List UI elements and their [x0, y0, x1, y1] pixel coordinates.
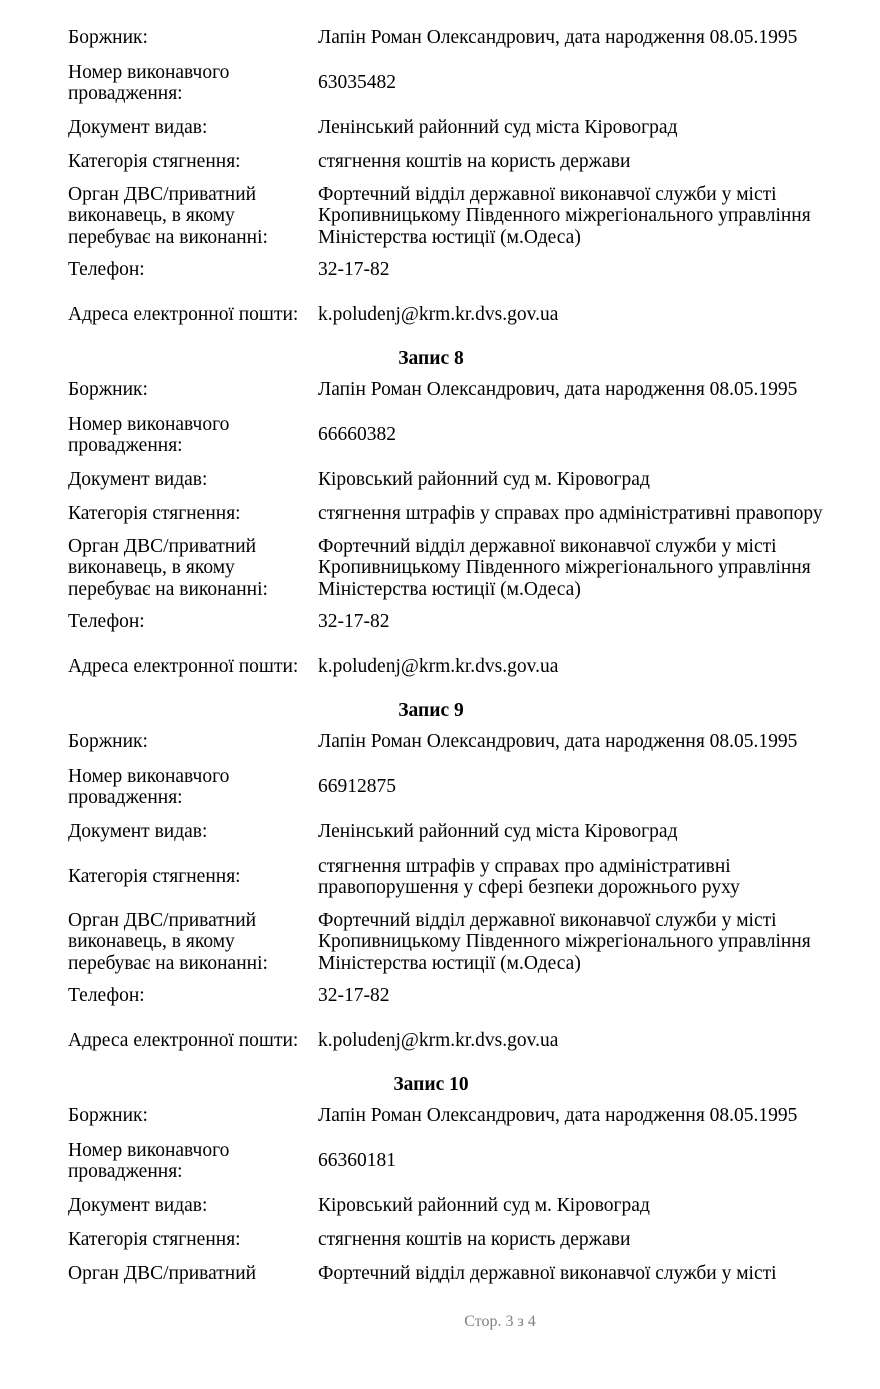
phone-value: 32-17-82 [318, 985, 390, 1007]
document-issued-value: Кіровський районний суд м. Кіровоград [318, 1195, 650, 1217]
organ-value: Фортечний відділ державної виконавчої служби у місті [318, 1263, 777, 1285]
debtor-value: Лапін Роман Олександрович, дата народження 08.05.1995 [318, 1105, 798, 1127]
case-number-row [68, 60, 880, 106]
case-number-value: 66912875 [318, 776, 396, 798]
document-issued-label: Документ видав: [68, 117, 208, 139]
debtor-value: Лапін Роман Олександрович, дата народження 08.05.1995 [318, 379, 798, 401]
page-number: Стор. 3 з 4 [464, 1313, 536, 1330]
organ-row [68, 184, 880, 248]
organ-value: Фортечний відділ державної виконавчої служби у місті Кропивницькому Південного міжрегіонального управління Міністерства юстиції (м.Одеса) [318, 183, 811, 248]
phone-value: 32-17-82 [318, 259, 390, 281]
document-issued-row [68, 468, 880, 492]
phone-row [68, 258, 880, 282]
document-issued-value: Ленінський районний суд міста Кіровоград [318, 821, 678, 843]
document-issued-label: Документ видав: [68, 469, 208, 491]
category-label: Категорія стягнення: [68, 866, 241, 888]
category-row [68, 854, 880, 900]
email-label: Адреса електронної пошти: [68, 1030, 299, 1052]
category-row [68, 1228, 880, 1252]
debtor-value: Лапін Роман Олександрович, дата народження 08.05.1995 [318, 731, 798, 753]
email-label: Адреса електронної пошти: [68, 304, 299, 326]
organ-label: Орган ДВС/приватний виконавець, в якому перебуває на виконанні: [68, 183, 268, 248]
document-issued-row [68, 116, 880, 140]
debtor-value: Лапін Роман Олександрович, дата народження 08.05.1995 [318, 27, 798, 49]
case-number-value: 66360181 [318, 1150, 396, 1172]
email-value: k.poludenj@krm.kr.dvs.gov.ua [318, 656, 559, 678]
document-issued-label: Документ видав: [68, 1195, 208, 1217]
document-issued-row [68, 1194, 880, 1218]
category-value: стягнення коштів на користь держави [318, 1229, 631, 1251]
organ-label: Орган ДВС/приватний виконавець, в якому перебуває на виконанні: [68, 535, 268, 600]
organ-label: Орган ДВС/приватний [68, 1263, 257, 1285]
document-issued-row [68, 820, 880, 844]
debtor-row [68, 378, 880, 402]
record-title: Запис 10 [393, 1074, 469, 1095]
category-label: Категорія стягнення: [68, 151, 241, 173]
debtor-label: Боржник: [68, 379, 148, 401]
category-row [68, 150, 880, 174]
category-value: стягнення штрафів у справах про адміністративні правопорушення у сфері безпеки дорожнього руху [318, 855, 740, 898]
debtor-label: Боржник: [68, 1105, 148, 1127]
case-number-label: Номер виконавчого провадження: [68, 61, 230, 104]
case-number-label: Номер виконавчого провадження: [68, 765, 230, 808]
email-value: k.poludenj@krm.kr.dvs.gov.ua [318, 1030, 559, 1052]
debtor-label: Боржник: [68, 27, 148, 49]
case-number-label: Номер виконавчого провадження: [68, 413, 230, 456]
organ-label: Орган ДВС/приватний виконавець, в якому перебуває на виконанні: [68, 909, 268, 974]
case-number-value: 63035482 [318, 72, 396, 94]
organ-row [68, 910, 880, 974]
phone-row [68, 610, 880, 634]
organ-value: Фортечний відділ державної виконавчої служби у місті Кропивницькому Південного міжрегіонального управління Міністерства юстиції (м.Одеса) [318, 909, 811, 974]
email-label: Адреса електронної пошти: [68, 656, 299, 678]
document-issued-value: Ленінський районний суд міста Кіровоград [318, 117, 678, 139]
category-label: Категорія стягнення: [68, 503, 241, 525]
debtor-label: Боржник: [68, 731, 148, 753]
email-row [68, 644, 880, 690]
case-number-row [68, 412, 880, 458]
record-title: Запис 8 [398, 348, 464, 369]
phone-value: 32-17-82 [318, 611, 390, 633]
case-number-row [68, 1138, 880, 1184]
record-title: Запис 9 [398, 700, 464, 721]
debtor-row [68, 730, 880, 754]
phone-label: Телефон: [68, 985, 145, 1007]
category-value: стягнення коштів на користь держави [318, 151, 631, 173]
document-issued-value: Кіровський районний суд м. Кіровоград [318, 469, 650, 491]
email-row [68, 292, 880, 338]
document-body [68, 26, 880, 1286]
email-value: k.poludenj@krm.kr.dvs.gov.ua [318, 304, 559, 326]
debtor-row [68, 26, 880, 50]
category-value: стягнення штрафів у справах про адміністративні правопору [318, 503, 823, 525]
organ-value: Фортечний відділ державної виконавчої служби у місті Кропивницькому Південного міжрегіонального управління Міністерства юстиції (м.Одеса) [318, 535, 811, 600]
document-issued-label: Документ видав: [68, 821, 208, 843]
category-label: Категорія стягнення: [68, 1229, 241, 1251]
organ-row [68, 1262, 880, 1286]
case-number-label: Номер виконавчого провадження: [68, 1139, 230, 1182]
case-number-row [68, 764, 880, 810]
phone-label: Телефон: [68, 259, 145, 281]
phone-row [68, 984, 880, 1008]
phone-label: Телефон: [68, 611, 145, 633]
case-number-value: 66660382 [318, 424, 396, 446]
category-row [68, 502, 880, 526]
email-row [68, 1018, 880, 1064]
debtor-row [68, 1104, 880, 1128]
organ-row [68, 536, 880, 600]
